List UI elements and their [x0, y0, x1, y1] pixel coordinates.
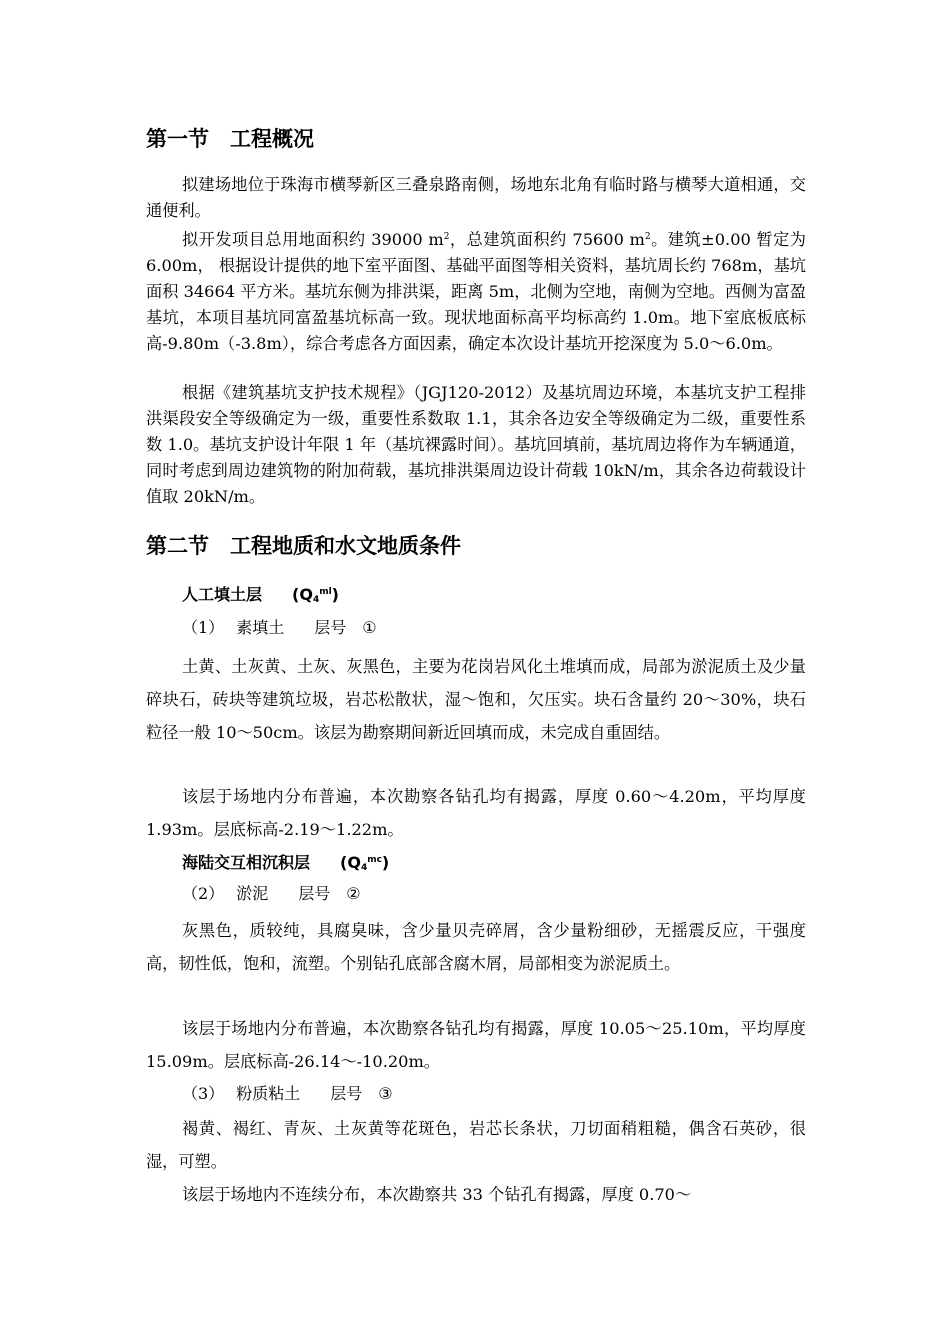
layer-3-number: （3）	[182, 1084, 225, 1103]
group-2-symbol: $(Q_4^{mc})$	[340, 853, 390, 873]
layer-1-distribution: 该层于场地内分布普遍，本次勘察各钻孔均有揭露，厚度 0.60～4.20m，平均厚度 1.93m。层底标高-2.19～1.22m。	[146, 787, 806, 839]
layer-2-heading	[182, 880, 361, 908]
group-2-label: 海陆交互相沉积层	[182, 853, 311, 872]
layer-1-description: 土黄、土灰黄、土灰、灰黑色，主要为花岗岩风化土堆填而成，局部为淤泥质土及少量碎块石，砖块等建筑垃圾，岩芯松散状，湿～饱和，欠压实。块石含量约 20～30%，块石粒径一般 10～50cm。该层为勘察期间新近回填而成，未完成自重固结。	[146, 657, 806, 742]
p2-text-b: ，总建筑面积约 75600 m	[449, 230, 645, 249]
layer-3-symbol: ③	[378, 1084, 393, 1103]
p2-text-c: 。建筑±0.00 暂定为6.00m， 根据设计提供的地下室平面图、基础平面图等相关资料，基坑周长约 768m，基坑面积 34664 平方米。基坑东侧为排洪渠，距离 5m，北侧为空地，南侧为空地。西侧为富盈基坑，本项目基坑同富盈基坑标高一致。现状地面标高平均标高约 1.0m。地下室底板底标高-9.80m（-3.8m），综合考虑各方面因素，确定本次设计基坑开挖深度为 5.0～6.0m。	[146, 230, 806, 353]
layer-1-heading	[182, 614, 377, 642]
group-1-heading	[182, 578, 339, 614]
group-2-heading	[182, 846, 389, 882]
layer-1-label: 层号	[314, 618, 347, 637]
layer-3-heading	[182, 1080, 393, 1108]
layer-3-description: 褐黄、褐红、青灰、土灰黄等花斑色，岩芯长条状，刀切面稍粗糙，偶含石英砂，很湿，可塑。	[146, 1119, 806, 1171]
group-1-symbol: $(Q_4^{ml})$	[292, 585, 339, 605]
layer-2-description: 灰黑色，质较纯，具腐臭味，含少量贝壳碎屑，含少量粉细砂，无摇震反应，干强度高，韧性低，饱和，流塑。个别钻孔底部含腐木屑，局部相变为淤泥质土。	[146, 921, 806, 973]
p2-superscript-2: 2	[644, 232, 651, 242]
section-1-paragraph-1: 拟建场地位于珠海市横琴新区三叠泉路南侧，场地东北角有临时路与横琴大道相通，交通便利。	[146, 175, 806, 220]
p2-superscript-1: 2	[443, 232, 450, 242]
layer-3-label: 层号	[330, 1084, 363, 1103]
section-2-title: 第二节 工程地质和水文地质条件	[146, 534, 461, 558]
layer-2-name: 淤泥	[236, 884, 269, 903]
section-1-paragraph-3: 根据《建筑基坑支护技术规程》（JGJ120-2012）及基坑周边环境，本基坑支护工程排洪渠段安全等级确定为一级，重要性系数取 1.1，其余各边安全等级确定为二级，重要性系数 1.0。基坑支护设计年限 1 年（基坑裸露时间）。基坑回填前，基坑周边将作为车辆通道，同时考虑到周边建筑物的附加荷载，基坑排洪渠周边设计荷载 10kN/m，其余各边荷载设计值取 20kN/m。	[146, 383, 806, 506]
layer-1-number: （1）	[182, 618, 225, 637]
layer-2-distribution: 该层于场地内分布普遍，本次勘察各钻孔均有揭露，厚度 10.05～25.10m，平均厚度 15.09m。层底标高-26.14～-10.20m。	[146, 1019, 806, 1071]
layer-3-name: 粉质粘土	[236, 1084, 301, 1103]
section-1-title: 第一节 工程概况	[146, 127, 314, 151]
layer-2-label: 层号	[298, 884, 331, 903]
section-1-paragraph-2	[146, 224, 806, 357]
layer-2-symbol: ②	[346, 884, 361, 903]
layer-2-number: （2）	[182, 884, 225, 903]
layer-1-symbol: ①	[362, 618, 377, 637]
p2-text-a: 拟开发项目总用地面积约 39000 m	[182, 230, 444, 249]
layer-1-name: 素填土	[236, 618, 285, 637]
layer-3-distribution: 该层于场地内不连续分布，本次勘察共 33 个钻孔有揭露，厚度 0.70～	[182, 1185, 692, 1204]
group-1-label: 人工填土层	[182, 585, 263, 604]
